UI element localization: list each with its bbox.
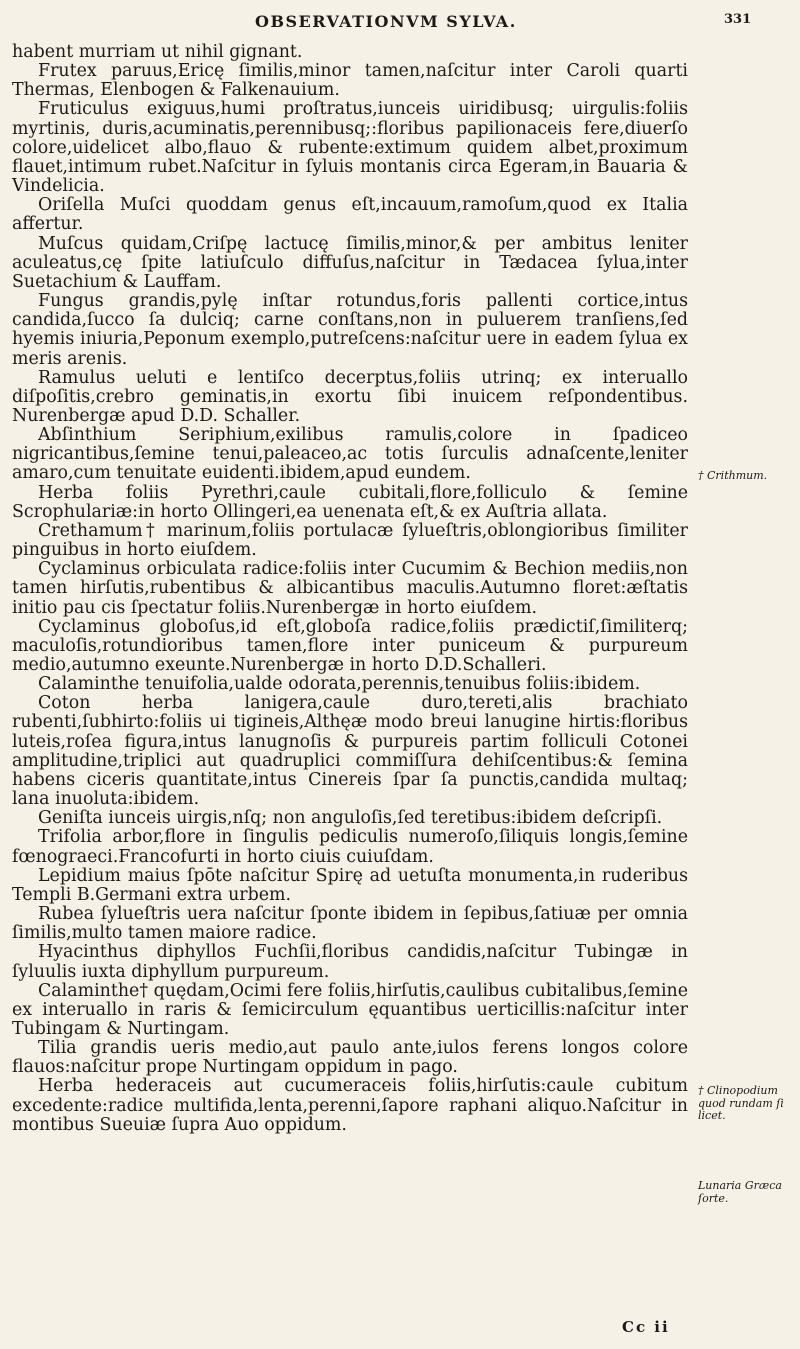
running-title: OBSERVATIONVM SYLVA. — [255, 12, 517, 31]
paragraph-20: Calaminthe† quędam,Ocimi fere foliis,hirſutis,caulibus cubitalibus,ſemine ex interuallo in raris & ſemicirculum ęquantibus uerticillis:naſcitur inter Tubingam & Nurtingam. — [12, 980, 688, 1039]
paragraph-19: Hyacinthus diphyllos Fuchſii,floribus candidis,naſcitur Tubingæ in ſyluulis iuxta diphyllum purpureum. — [12, 942, 688, 982]
paragraph-15: Geniſta iunceis uirgis,nſq; non anguloſis,ſed teretibus:ibidem deſcripſi. — [38, 808, 663, 829]
paragraph-22: Herba hederaceis aut cucumeraceis foliis,hirſutis:caule cubitum excedente:radice multifida,lenta,perenni,ſapore raphani aliquo.Naſcitur in montibus Sueuiæ ſupra Auo oppidum. — [12, 1076, 688, 1135]
paragraph-1: habent murriam ut nihil gignant. — [12, 42, 303, 62]
paragraph-14: Coton herba lanigera,caule duro,tereti,alis brachiato rubenti,ſubhirto:foliis ui tigineis,Althęæ modo breui lanugine hirtis:floribus luteis,roſea figura,intus lanugnoſis & purpureis partim folliculi Cotonei amplitudine,triplici aut quadruplici commiſſura dehiſcentibus:& ſemina habens ciceris quantitate,intus Cinereis ſpar ſa punctis,candida multaq; lana inuoluta:ibidem. — [12, 693, 688, 810]
paragraph-7: Ramulus ueluti e lentiſco decerptus,foliis utrinq; ex interuallo diſpoſitis,crebro geminatis,in exortu ſibi inuicem reſpondentibus. Nurenbergæ apud D.D. Schaller. — [12, 367, 688, 426]
paragraph-12: Cyclaminus globoſus,id eſt,globoſa radice,foliis prædictiſ,ſimiliterq; maculoſis,rotundioribus tamen,flore inter puniceum & purpureum medio,autumno exeunte.Nurenbergæ in horto D.D.Schalleri. — [12, 616, 688, 675]
signature-mark: Cc ii — [622, 1318, 670, 1336]
paragraph-6: Fungus grandis,pylę inſtar rotundus,foris pallenti cortice,intus candida,ſucco ſa dulciq; carne conſtans,non in puluerem tranſiens,ſed hyemis iniuria,Peponum exemplo,putreſcens:naſcitur uere in eadem ſylua ex meris arenis. — [12, 291, 688, 369]
margin-notes — [698, 0, 794, 1349]
paragraph-4: Oriſella Muſci quoddam genus eſt,incauum,ramoſum,quod ex Italia affertur. — [12, 195, 688, 235]
running-head — [0, 12, 800, 38]
paragraph-9: Herba foliis Pyrethri,caule cubitali,flore,folliculo & ſemine Scrophulariæ:in horto Ollingeri,ea uenenata eſt,& ex Auſtria allata. — [12, 482, 688, 522]
paragraph-16: Trifolia arbor,flore in ſingulis pediculis numeroſo,ſiliquis longis,ſemine fœnograeci.Francofurti in horto ciuis cuiuſdam. — [12, 827, 688, 867]
paragraph-8: Abſinthium Seriphium,exilibus ramulis,colore in ſpadiceo nigricantibus,ſemine tenui,paleaceo,ac totis ſurculis adnaſcente,leniter amaro,cum tenuitate euidenti.ibidem,apud eundem. — [12, 425, 688, 484]
margin-note-crithmum: † Crithmum. — [698, 469, 768, 482]
paragraph-2: Frutex paruus,Ericę ſimilis,minor tamen,naſcitur inter Caroli quarti Thermas, Elenbogen & Falkenauium. — [12, 61, 688, 101]
paragraph-5: Muſcus quidam,Criſpę lactucę ſimilis,minor,& per ambitus leniter aculeatus,cę ſpite latiuſculo diffuſus,naſcitur in Tædacea ſylua,inter Suetachium & Lauffam. — [12, 233, 688, 292]
paragraph-18: Rubea ſylueſtris uera naſcitur ſponte ibidem in ſepibus,ſatiuæ per omnia ſimilis,multo tamen maiore radice. — [12, 904, 688, 944]
paragraph-17: Lepidium maius ſpōte naſcitur Spirę ad uetuſta monumenta,in ruderibus Templi B.Germani extra urbem. — [12, 865, 688, 905]
paragraph-13: Calaminthe tenuifolia,ualde odorata,perennis,tenuibus foliis:ibidem. — [38, 674, 641, 695]
paragraph-3: Fruticulus exiguus,humi proſtratus,iunceis uiridibusq; uirgulis:foliis myrtinis, duris,acuminatis,perennibusq;:floribus papilionaceis fere,diuerſo colore,uidelicet albo,flauo & rubente:extimum quidem albet,proximum flauet,intimum rubet.Naſcitur in ſyluis montanis circa Egeram,in Bauaria & Vindelicia. — [12, 99, 688, 197]
page-number: 331 — [724, 12, 752, 27]
paragraph-21: Tilia grandis ueris medio,aut paulo ante,iulos ferens longos colore flauos:naſcitur prope Nurtingam oppidum in pago. — [12, 1038, 688, 1078]
margin-note-clinopodium: † Clinopodium quod rundam ſi licet. — [698, 1084, 784, 1122]
body-text — [12, 43, 688, 1135]
margin-note-lunaria: Lunaria Græca ſorte. — [698, 1179, 782, 1205]
paragraph-11: Cyclaminus orbiculata radice:foliis inter Cucumim & Bechion mediis,non tamen hirſutis,rubentibus & albicantibus maculis.Autumno floret:æſtatis initio pau cis ſpectatur foliis.Nurenbergæ in horto eiuſdem. — [12, 559, 688, 618]
paragraph-10: Crethamum† marinum,foliis portulacæ ſylueſtris,oblongioribus ſimiliter pinguibus in horto eiuſdem. — [12, 520, 688, 561]
